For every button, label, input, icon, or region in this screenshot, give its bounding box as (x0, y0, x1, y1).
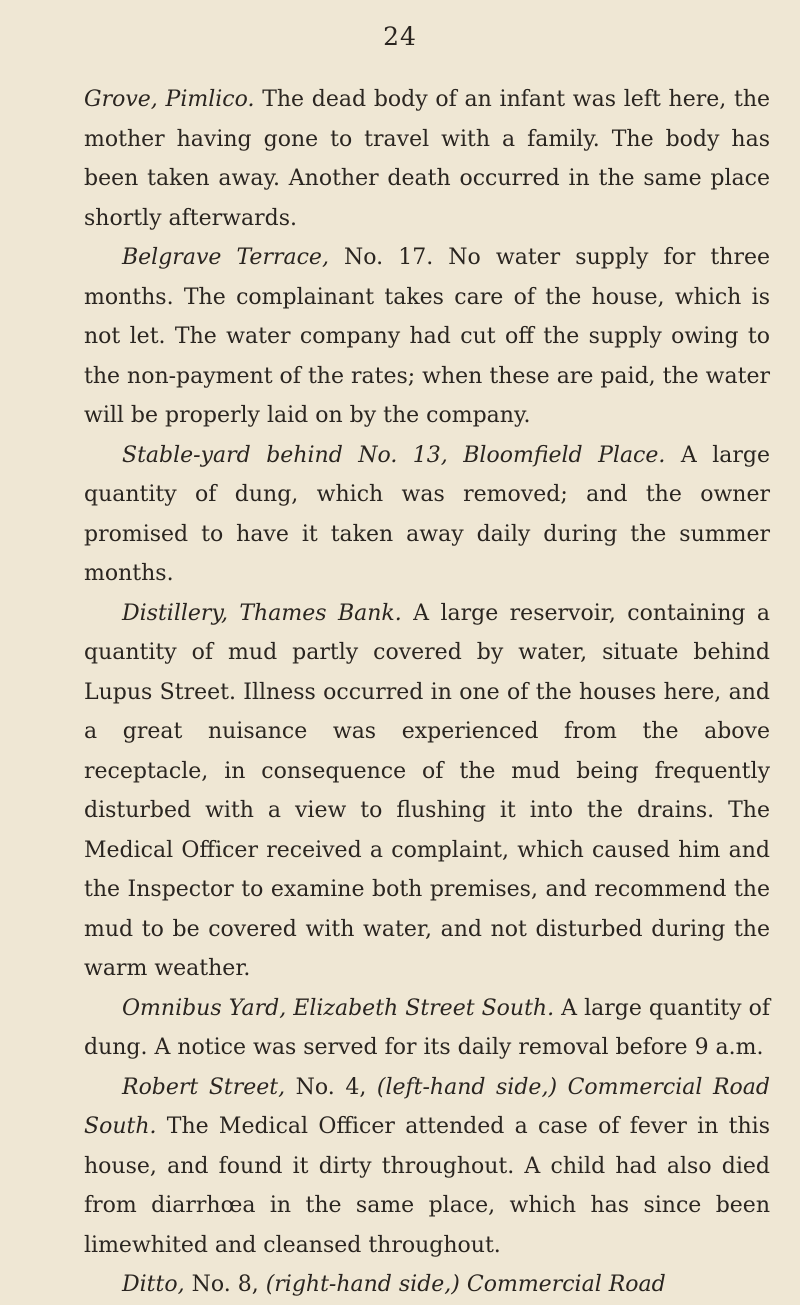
entry-place: Robert Street, (122, 1074, 286, 1100)
entry-text-continued: The Medical Officer attended a case of fever in this house, and found it dirty throughout. A child had also died from diarrhœa in the same place, which has since been limewhited and cleansed throughout. (84, 1114, 770, 1258)
entry-text: A large quantity of dung. A notice was served for its daily removal before 9 a.m. (84, 995, 770, 1060)
entry-paragraph (84, 1068, 770, 1266)
entry-paragraph (84, 594, 770, 989)
entry-place: Ditto, (122, 1272, 185, 1297)
entry-paragraph (84, 80, 770, 238)
entry-place-continued: (right-hand side,) Commercial Road (265, 1272, 666, 1297)
body-text (84, 80, 770, 1305)
entry-text: No. 17. No water supply for three months. The complainant takes care of the house, which is not let. The water company had cut off the supply owing to the non-payment of the rates; when these are paid, the water will be properly laid on by the company. (84, 245, 771, 428)
entry-text: A large reservoir, containing a quantity of mud partly covered by water, situate behind Lupus Street. Illness occurred in one of the houses here, and a great nuisance was experienced from the above receptacle, in consequence of the mud being frequently disturbed with a view to flushing it into the drains. The Medical Officer received a complaint, which caused him and the Inspector to examine both premises, and recommend the mud to be covered with water, and not disturbed during the warm weather. (84, 600, 770, 981)
entry-place: Omnibus Yard, Elizabeth Street South. (122, 995, 555, 1021)
entry-paragraph (84, 436, 770, 594)
entry-text: No. 8, (184, 1272, 266, 1297)
entry-place: Grove, Pimlico. (84, 87, 255, 112)
entry-place-continued: (left-hand side,) Commercial Road South. (84, 1074, 770, 1139)
entry-paragraph (84, 989, 770, 1068)
entry-paragraph (84, 1265, 770, 1305)
entry-text: A large quantity of dung, which was removed; and the owner promised to have it taken away daily during the summer months. (84, 442, 771, 586)
entry-text: The dead body of an infant was left here, the mother having gone to travel with a family. The body has been taken away. Another death occurred in the same place shortly afterwards. (84, 87, 771, 231)
entry-place: Distillery, Thames Bank. (122, 600, 402, 626)
entry-paragraph (84, 238, 770, 436)
page-number: 24 (383, 22, 417, 51)
entry-text: No. 4, (285, 1074, 377, 1100)
entry-place: Belgrave Terrace, (122, 245, 329, 270)
entry-place: Stable-yard behind No. 13, Bloomfield Place. (122, 442, 666, 468)
